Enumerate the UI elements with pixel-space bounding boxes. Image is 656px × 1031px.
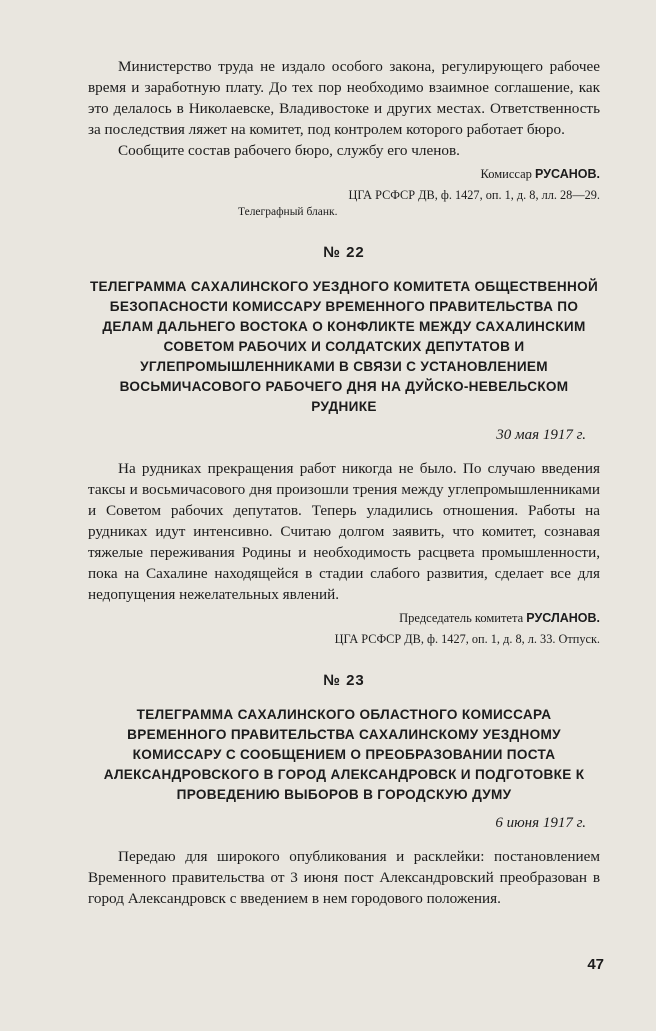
doc21-signature xyxy=(88,165,600,183)
doc21-archive-source: ЦГА РСФСР ДВ, ф. 1427, оп. 1, д. 8, лл. 28—29. xyxy=(348,188,600,202)
page-number: 47 xyxy=(587,956,604,973)
doc22-heading: ТЕЛЕГРАММА САХАЛИНСКОГО УЕЗДНОГО КОМИТЕТА ОБЩЕСТВЕННОЙ БЕЗОПАСНОСТИ КОМИССАРУ ВРЕМЕННОГО ПРАВИТЕЛЬСТВА ПО ДЕЛАМ ДАЛЬНЕГО ВОСТОКА О КОНФЛИКТЕ МЕЖДУ САХАЛИНСКИМ СОВЕТОМ РАБОЧИХ И СОЛДАТСКИХ ДЕПУТАТОВ И УГЛЕПРОМЫШЛЕННИКАМИ В СВЯЗИ С УСТАНОВЛЕНИЕМ ВОСЬМИЧАСОВОГО РАБОЧЕГО ДНЯ НА ДУЙСКО-НЕВЕЛЬСКОМ РУДНИКЕ xyxy=(89,279,599,414)
doc21-source-note: Телеграфный бланк. xyxy=(238,206,338,218)
doc22-signature xyxy=(88,609,600,627)
doc22-paragraph: На рудниках прекращения работ никогда не было. По случаю введения таксы и восьмичасового дня произошли трения между углепромышленниками и Советом рабочих депутатов. Теперь уладились отношения. Работы на рудниках идут интенсивно. Считаю долгом заявить, что комитет, сознавая тяжелые переживания Родины и необходимость расцвета промышленности, пока на Сахалине находящейся в стадии слабого развития, сделает все для недопущения нежелательных явлений. xyxy=(88,460,600,603)
doc22-signature-title: Председатель комитета xyxy=(399,611,524,625)
doc21-signature-name: РУСАНОВ. xyxy=(535,167,600,181)
doc23-date: 6 июня 1917 г. xyxy=(495,815,586,831)
doc22-number: № 22 xyxy=(323,244,365,261)
doc21-signature-title: Комиссар xyxy=(480,167,532,181)
doc22-date: 30 мая 1917 г. xyxy=(496,427,586,443)
doc21-paragraph-2: Сообщите состав рабочего бюро, службу его членов. xyxy=(118,142,460,159)
doc21-paragraph-1: Министерство труда не издало особого закона, регулирующего рабочее время и заработную плату. До тех пор необходимо взаимное соглашение, как это делалось в Николаевске, Владивостоке и других местах. Ответственность за последствия ляжет на комитет, под контролем которого работает бюро. xyxy=(88,58,600,138)
doc22-signature-name: РУСЛАНОВ. xyxy=(526,611,600,625)
doc23-number: № 23 xyxy=(323,672,365,689)
doc22-archive-source: ЦГА РСФСР ДВ, ф. 1427, оп. 1, д. 8, л. 33. Отпуск. xyxy=(334,632,600,646)
doc23-paragraph: Передаю для широкого опубликования и расклейки: постановлением Временного правительства от 3 июня пост Александровский преобразован в город Александровск с введением в нем городового положения. xyxy=(88,848,600,907)
doc23-heading: ТЕЛЕГРАММА САХАЛИНСКОГО ОБЛАСТНОГО КОМИССАРА ВРЕМЕННОГО ПРАВИТЕЛЬСТВА САХАЛИНСКОМУ УЕЗДНОМУ КОМИССАРУ С СООБЩЕНИЕМ О ПРЕОБРАЗОВАНИИ ПОСТА АЛЕКСАНДРОВСКОГО В ГОРОД АЛЕКСАНДРОВСК И ПОДГОТОВКЕ К ПРОВЕДЕНИЮ ВЫБОРОВ В ГОРОДСКУЮ ДУМУ xyxy=(103,707,585,802)
